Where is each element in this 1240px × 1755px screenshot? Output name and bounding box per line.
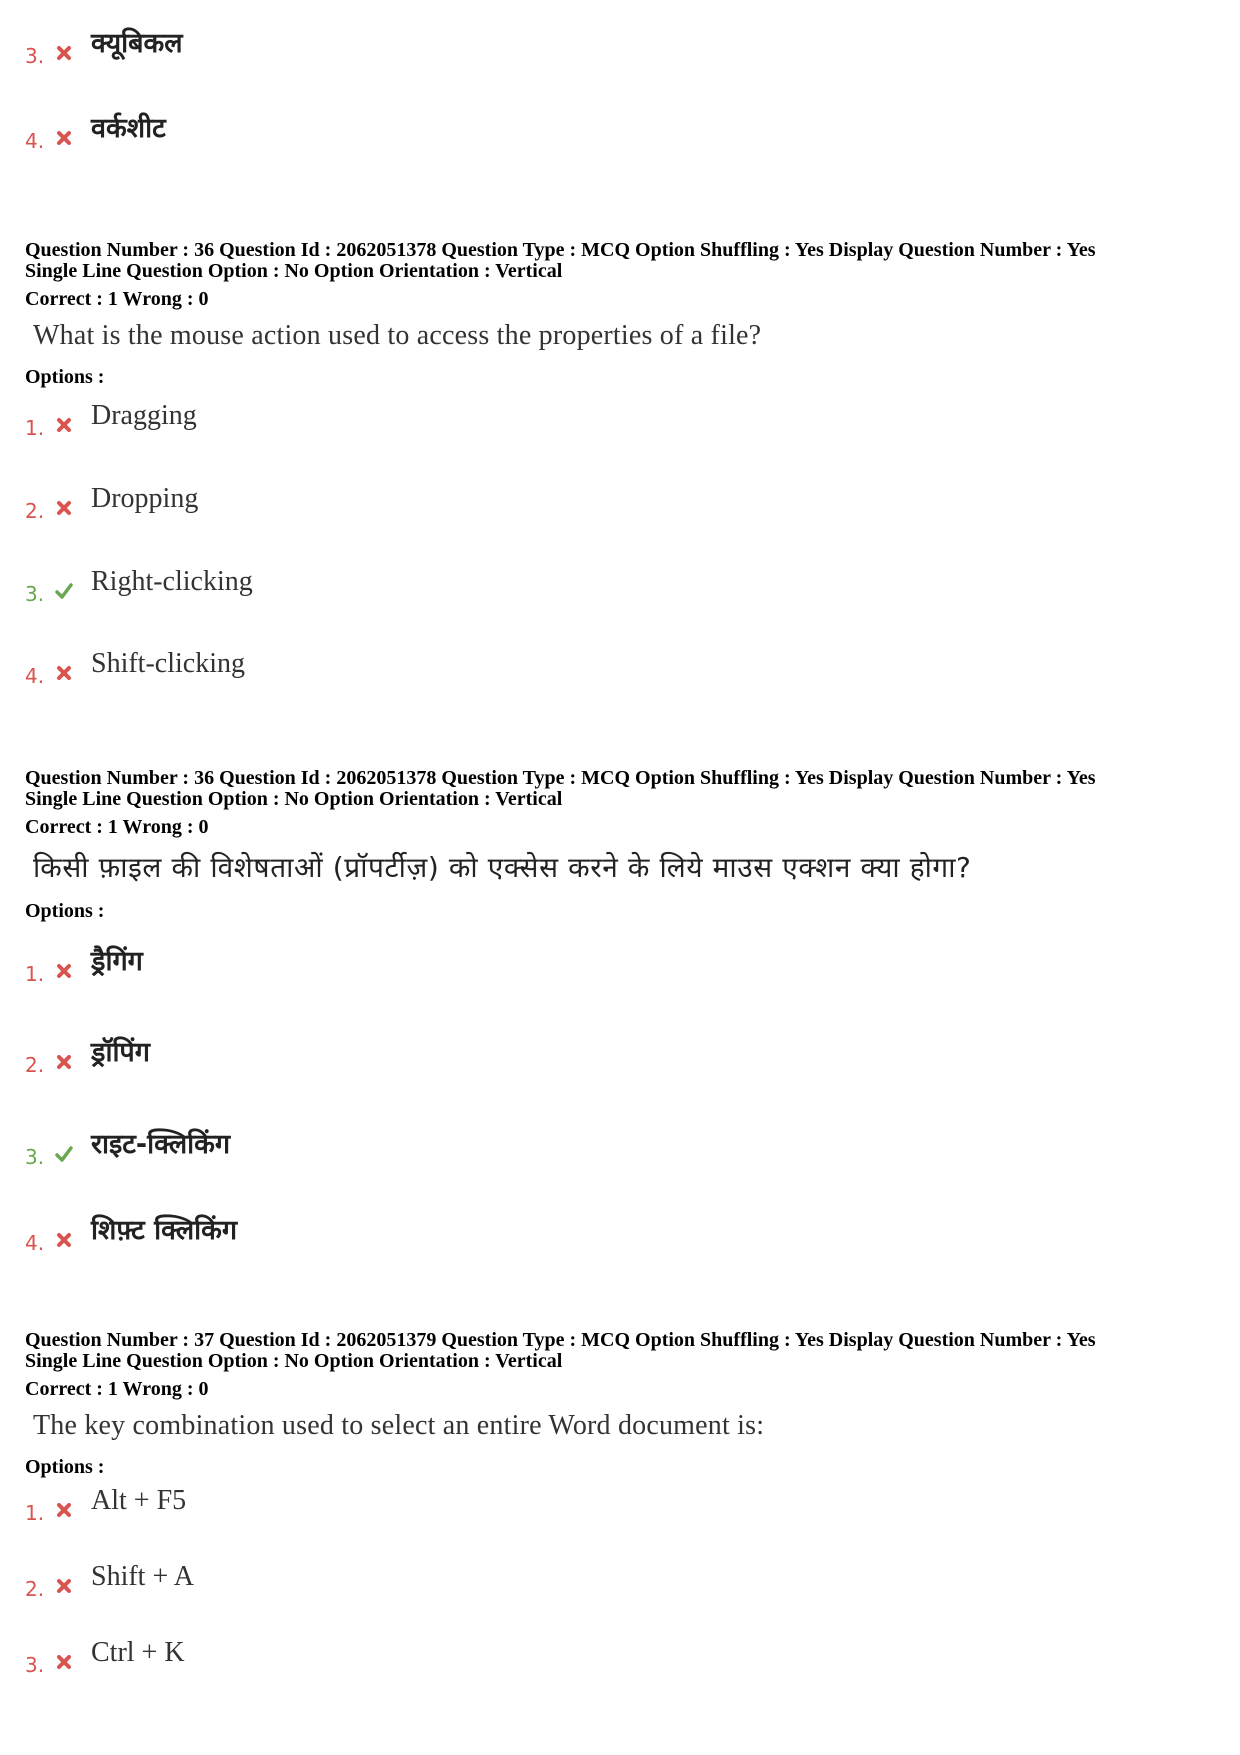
option-number: 3.: [25, 1653, 45, 1677]
option-number: 1.: [25, 962, 45, 986]
option-number: 4.: [25, 664, 45, 688]
option-number: 2.: [25, 499, 45, 523]
option-number: 4.: [25, 129, 45, 153]
wrong-icon: [55, 664, 73, 682]
option-number: 4.: [25, 1231, 45, 1255]
wrong-icon: [55, 1501, 73, 1519]
wrong-icon: [55, 44, 73, 62]
option-text: Shift + A: [91, 1561, 194, 1592]
question-text: What is the mouse action used to access the properties of a file?: [33, 320, 762, 351]
option-number: 3.: [25, 1145, 45, 1169]
option-text: ड्रॉपिंग: [91, 1037, 150, 1068]
option-text: Ctrl + K: [91, 1637, 185, 1668]
correct-icon: [55, 582, 73, 600]
question-block: [25, 768, 1215, 923]
option-text: Alt + F5: [91, 1485, 187, 1516]
options-label: Options :: [25, 1456, 105, 1478]
question-text: The key combination used to select an entire Word document is:: [33, 1410, 765, 1441]
option-text: ड्रैगिंग: [91, 946, 143, 977]
wrong-icon: [55, 129, 73, 147]
question-score: Correct : 1 Wrong : 0: [25, 816, 209, 838]
option-text: वर्कशीट: [91, 113, 166, 144]
option-number: 1.: [25, 416, 45, 440]
option-text: Dropping: [91, 483, 199, 514]
question-score: Correct : 1 Wrong : 0: [25, 1378, 209, 1400]
option-number: 2.: [25, 1577, 45, 1601]
wrong-icon: [55, 1577, 73, 1595]
option-number: 2.: [25, 1053, 45, 1077]
wrong-icon: [55, 962, 73, 980]
question-text: किसी फ़ाइल की विशेषताओं (प्रॉपर्टीज़) को एक्सेस करने के लिये माउस एक्शन क्या होगा?: [33, 851, 972, 884]
correct-icon: [55, 1145, 73, 1163]
question-block: [25, 240, 1215, 389]
options-label: Options :: [25, 900, 105, 922]
option-text: Shift-clicking: [91, 648, 245, 679]
wrong-icon: [55, 1053, 73, 1071]
options-label: Options :: [25, 366, 105, 388]
question-meta: Question Number : 37 Question Id : 2062051379 Question Type : MCQ Option Shuffling : Yes Display Question Number : Yes Single Line Question Option : No Option Orientation : Vertical: [25, 1329, 1096, 1372]
question-meta: Question Number : 36 Question Id : 2062051378 Question Type : MCQ Option Shuffling : Yes Display Question Number : Yes Single Line Question Option : No Option Orientation : Vertical: [25, 767, 1096, 810]
question-meta: Question Number : 36 Question Id : 2062051378 Question Type : MCQ Option Shuffling : Yes Display Question Number : Yes Single Line Question Option : No Option Orientation : Vertical: [25, 239, 1096, 282]
wrong-icon: [55, 1653, 73, 1671]
option-text: शिफ़्ट क्लिकिंग: [91, 1215, 238, 1246]
option-number: 3.: [25, 582, 45, 606]
option-text: Right-clicking: [91, 566, 253, 597]
option-text: Dragging: [91, 400, 197, 431]
wrong-icon: [55, 499, 73, 517]
question-block: [25, 1330, 1215, 1479]
wrong-icon: [55, 1231, 73, 1249]
option-number: 1.: [25, 1501, 45, 1525]
wrong-icon: [55, 416, 73, 434]
option-number: 3.: [25, 44, 45, 68]
question-score: Correct : 1 Wrong : 0: [25, 288, 209, 310]
option-text: क्यूबिकल: [91, 28, 183, 59]
option-text: राइट-क्लिकिंग: [91, 1129, 231, 1160]
